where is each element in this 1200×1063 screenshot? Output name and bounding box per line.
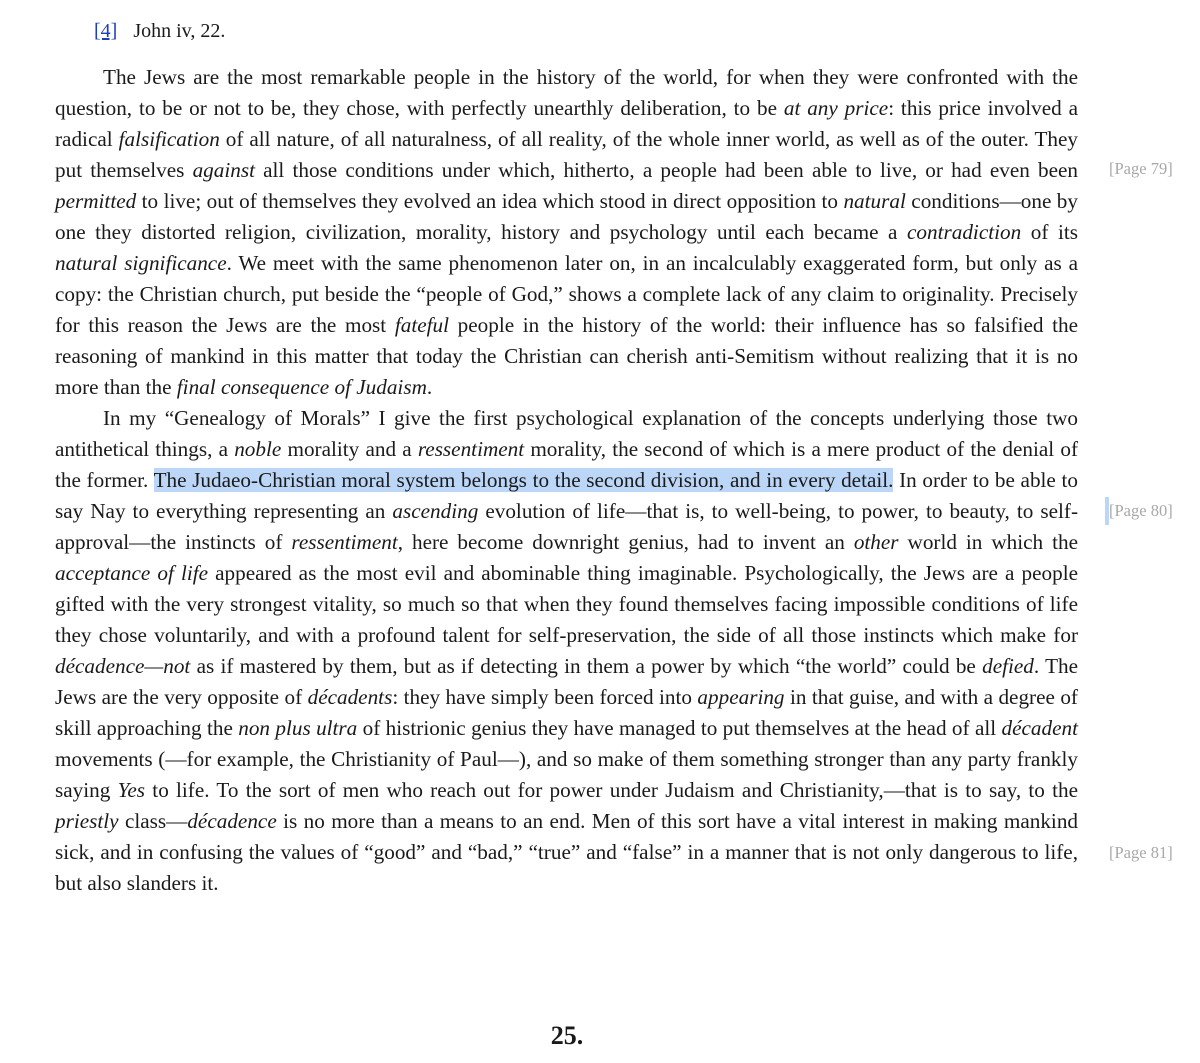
body-text xyxy=(55,62,1078,899)
text-run: : they have simply been forced into xyxy=(392,685,698,709)
emphasis: acceptance of life xyxy=(55,561,209,585)
emphasis: against xyxy=(192,158,255,182)
emphasis: contradiction xyxy=(907,220,1022,244)
footnote xyxy=(94,18,225,44)
emphasis: priestly xyxy=(55,809,119,833)
footnote-text: John iv, 22. xyxy=(133,20,226,42)
emphasis: ascending xyxy=(392,499,479,523)
text-run: class— xyxy=(118,809,188,833)
emphasis: defied xyxy=(982,654,1034,678)
text-run: world in which the xyxy=(898,530,1079,554)
text-run: in that guise, and with a degree of skill approaching the xyxy=(55,685,1078,740)
footnote-ref-link[interactable]: [4] xyxy=(94,20,118,42)
text-run: In order to be able to say Nay to everything representing an xyxy=(55,468,1078,523)
text-run: . xyxy=(426,375,433,399)
emphasis: Yes xyxy=(117,778,146,802)
text-run: The Jews are the most remarkable people in the history of the world, for when they were confronted with the question, to be or not to be, they chose, with perfectly unearthly deliberation, to be xyxy=(55,65,1078,120)
text-run: people in the history of the world: their influence has so falsified the reasoning of mankind in this matter that today the Christian can cherish anti-Semitism without realizing that it is no more than the xyxy=(55,313,1078,399)
text-run: all those conditions under which, hitherto, a people had been able to live, or had even been xyxy=(254,158,1079,182)
emphasis: noble xyxy=(234,437,282,461)
text-run: , here become downright genius, had to invent an xyxy=(397,530,854,554)
emphasis: falsification xyxy=(118,127,220,151)
text-run: In my “Genealogy of Morals” I give the first psychological explanation of the concepts underlying those two antithetical things, a xyxy=(55,406,1078,461)
text-run: of its xyxy=(1021,220,1078,244)
page-number-80: [Page 80] xyxy=(1109,501,1173,520)
text-run: conditions—one by one they distorted religion, civilization, morality, history and psychology until each became a xyxy=(55,189,1078,244)
text-run: . The Jews are the very opposite of xyxy=(55,654,1079,709)
text-selection-highlight[interactable]: The Judaeo-Christian moral system belongs to the second division, and in every detail. xyxy=(153,468,894,492)
text-run: of histrionic genius they have managed to put themselves at the head of all xyxy=(357,716,1002,740)
section-number: 25. xyxy=(550,1021,584,1050)
emphasis: permitted xyxy=(55,189,137,213)
page-number-81: [Page 81] xyxy=(1109,843,1173,862)
emphasis: appearing xyxy=(697,685,785,709)
emphasis: décadence xyxy=(187,809,277,833)
text-run: . We meet with the same phenomenon later on, in an incalculably exaggerated form, but only as a copy: the Christian church, put beside the “people of God,” shows a complete lack of any claim to originality. Precisely for this reason the Jews are the most xyxy=(55,251,1078,337)
emphasis: décadent xyxy=(1001,716,1078,740)
text-run: is no more than a means to an end. Men of this sort have a vital interest in making mankind sick, and in confusing the values of “good” and “bad,” “true” and “false” in a manner that is not only dangerous to life, but also slanders it. xyxy=(55,809,1079,895)
emphasis: at any price xyxy=(783,96,889,120)
emphasis: other xyxy=(853,530,899,554)
text-run: as if mastered by them, but as if detecting in them a power by which “the world” could be xyxy=(190,654,983,678)
emphasis: ressentiment xyxy=(417,437,525,461)
paragraph-1 xyxy=(55,62,1078,403)
text-run: morality, the second of which is a mere product of the denial of the former. xyxy=(55,437,1078,492)
text-run: evolution of life—that is, to well-being, to power, to beauty, to self-approval—the instincts of xyxy=(55,499,1078,554)
page-number-79: [Page 79] xyxy=(1109,159,1173,178)
emphasis: final consequence of Judaism xyxy=(176,375,427,399)
emphasis: décadents xyxy=(307,685,393,709)
text-run: : this price involved a radical xyxy=(55,96,1079,151)
text-run: movements (—for example, the Christianity of Paul—), and so make of them something stronger than any party frankly saying xyxy=(55,747,1078,802)
emphasis: natural xyxy=(843,189,906,213)
text-run: appeared as the most evil and abominable thing imaginable. Psychologically, the Jews are a people gifted with the very strongest vitality, so much so that when they found themselves facing impossible conditions of life they chose voluntarily, and with a profound talent for self-preservation, the side of all those instincts which make for xyxy=(55,561,1078,647)
paragraph-2 xyxy=(55,403,1078,899)
emphasis: décadence—not xyxy=(55,654,191,678)
emphasis: non plus ultra xyxy=(238,716,358,740)
emphasis: natural significance xyxy=(55,251,227,275)
text-run: morality and a xyxy=(281,437,418,461)
emphasis: fateful xyxy=(394,313,449,337)
text-run: to life. To the sort of men who reach out for power under Judaism and Christianity,—that is to say, to the xyxy=(145,778,1078,802)
text-run: to live; out of themselves they evolved an idea which stood in direct opposition to xyxy=(136,189,844,213)
emphasis: ressentiment xyxy=(291,530,398,554)
text-run: of all nature, of all naturalness, of all reality, of the whole inner world, as well as of the outer. They put themselves xyxy=(55,127,1078,182)
